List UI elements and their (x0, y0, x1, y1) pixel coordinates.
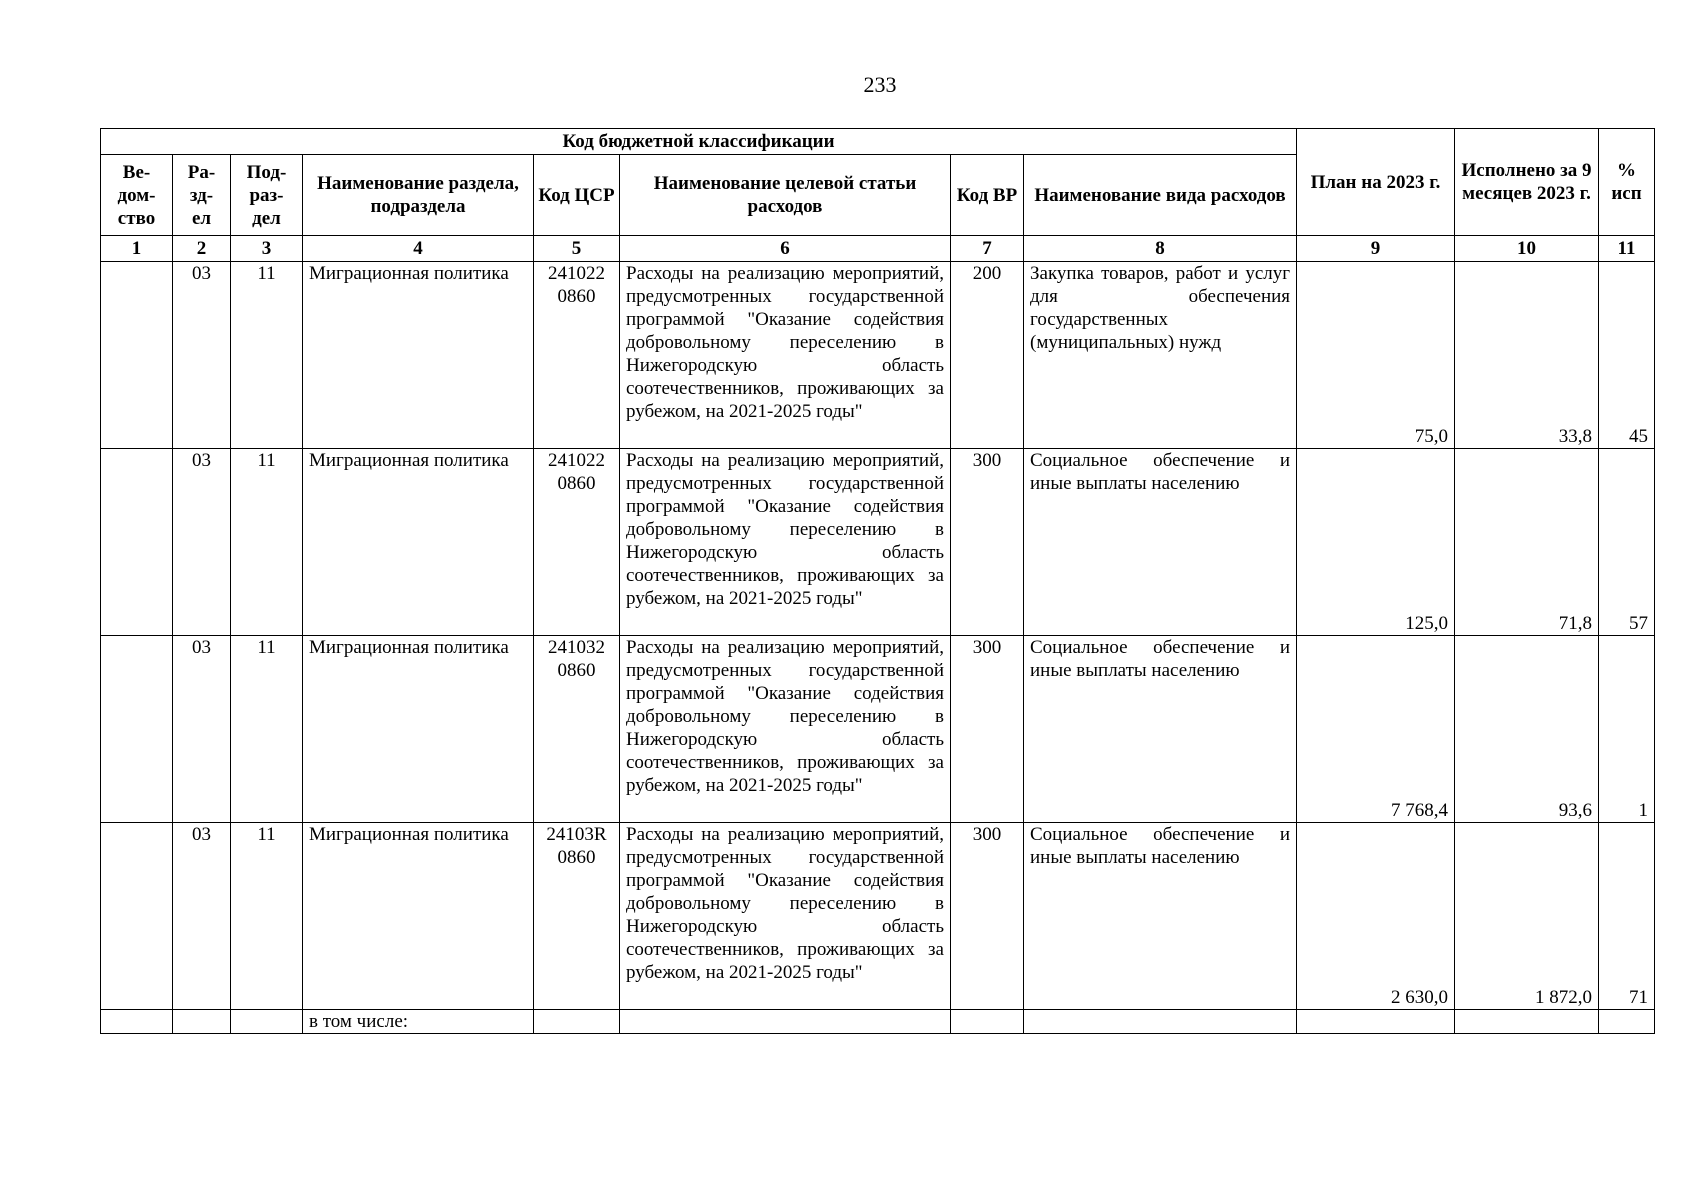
header-vedomstvo: Ве- дом- ство (101, 155, 173, 236)
table-row (101, 823, 1655, 1010)
csr-cell: 241032 0860 (534, 636, 620, 823)
percent-cell: 1 (1599, 636, 1655, 823)
plan-cell: 75,0 (1297, 262, 1455, 449)
column-number: 11 (1599, 236, 1655, 262)
section-name-cell: Миграционная политика (303, 262, 534, 449)
expense-type-cell: Социальное обеспечение и иные выплаты населению (1024, 636, 1297, 823)
budget-table (100, 128, 1655, 1034)
table-row (101, 449, 1655, 636)
empty-cell (620, 1010, 951, 1034)
column-number: 1 (101, 236, 173, 262)
header-section-name: Наименование раздела, подраздела (303, 155, 534, 236)
executed-cell: 71,8 (1455, 449, 1599, 636)
header-executed: Исполнено за 9 месяцев 2023 г. (1455, 129, 1599, 236)
table-row-including (101, 1010, 1655, 1034)
plan-cell: 125,0 (1297, 449, 1455, 636)
podrazdel-cell: 11 (231, 823, 303, 1010)
column-number: 8 (1024, 236, 1297, 262)
header-target-article: Наименование целевой статьи расходов (620, 155, 951, 236)
razdel-cell: 03 (173, 636, 231, 823)
column-number: 9 (1297, 236, 1455, 262)
header-razdel: Ра- зд- ел (173, 155, 231, 236)
header-expense-type: Наименование вида расходов (1024, 155, 1297, 236)
including-label: в том числе: (303, 1010, 534, 1034)
plan-cell: 7 768,4 (1297, 636, 1455, 823)
percent-cell: 45 (1599, 262, 1655, 449)
executed-cell: 33,8 (1455, 262, 1599, 449)
section-name-cell: Миграционная политика (303, 636, 534, 823)
vedomstvo-cell (101, 262, 173, 449)
podrazdel-cell: 11 (231, 636, 303, 823)
column-number: 4 (303, 236, 534, 262)
expense-type-cell: Социальное обеспечение и иные выплаты населению (1024, 449, 1297, 636)
header-vr: Код ВР (951, 155, 1024, 236)
column-number: 6 (620, 236, 951, 262)
csr-cell: 241022 0860 (534, 449, 620, 636)
table-row (101, 262, 1655, 449)
empty-cell (1455, 1010, 1599, 1034)
empty-cell (1599, 1010, 1655, 1034)
vedomstvo-cell (101, 636, 173, 823)
expense-type-cell: Социальное обеспечение и иные выплаты населению (1024, 823, 1297, 1010)
budget-classification-header: Код бюджетной классификации (101, 129, 1297, 155)
empty-cell (101, 1010, 173, 1034)
target-article-cell: Расходы на реализацию мероприятий, предусмотренных государственной программой "Оказание содействия добровольному переселению в Нижегородскую область соотечественников, проживающих за рубежом, на 2021-2025 годы" (620, 449, 951, 636)
empty-cell (231, 1010, 303, 1034)
percent-cell: 57 (1599, 449, 1655, 636)
target-article-cell: Расходы на реализацию мероприятий, предусмотренных государственной программой "Оказание содействия добровольному переселению в Нижегородскую область соотечественников, проживающих за рубежом, на 2021-2025 годы" (620, 262, 951, 449)
csr-cell: 241022 0860 (534, 262, 620, 449)
vr-cell: 300 (951, 449, 1024, 636)
page-number: 233 (863, 72, 897, 97)
vedomstvo-cell (101, 449, 173, 636)
section-name-cell: Миграционная политика (303, 449, 534, 636)
empty-cell (1297, 1010, 1455, 1034)
empty-cell (951, 1010, 1024, 1034)
razdel-cell: 03 (173, 449, 231, 636)
target-article-cell: Расходы на реализацию мероприятий, предусмотренных государственной программой "Оказание содействия добровольному переселению в Нижегородскую область соотечественников, проживающих за рубежом, на 2021-2025 годы" (620, 823, 951, 1010)
podrazdel-cell: 11 (231, 262, 303, 449)
column-number: 7 (951, 236, 1024, 262)
empty-cell (173, 1010, 231, 1034)
executed-cell: 93,6 (1455, 636, 1599, 823)
csr-cell: 24103R 0860 (534, 823, 620, 1010)
column-numbers-row (101, 236, 1655, 262)
column-number: 10 (1455, 236, 1599, 262)
plan-cell: 2 630,0 (1297, 823, 1455, 1010)
empty-cell (1024, 1010, 1297, 1034)
executed-cell: 1 872,0 (1455, 823, 1599, 1010)
header-csr: Код ЦСР (534, 155, 620, 236)
vr-cell: 300 (951, 636, 1024, 823)
section-name-cell: Миграционная политика (303, 823, 534, 1010)
vedomstvo-cell (101, 823, 173, 1010)
column-number: 2 (173, 236, 231, 262)
table-row (101, 636, 1655, 823)
razdel-cell: 03 (173, 262, 231, 449)
podrazdel-cell: 11 (231, 449, 303, 636)
header-podrazdel: Под- раз- дел (231, 155, 303, 236)
razdel-cell: 03 (173, 823, 231, 1010)
header-percent: % исп (1599, 129, 1655, 236)
header-plan: План на 2023 г. (1297, 129, 1455, 236)
column-number: 3 (231, 236, 303, 262)
vr-cell: 300 (951, 823, 1024, 1010)
target-article-cell: Расходы на реализацию мероприятий, предусмотренных государственной программой "Оказание содействия добровольному переселению в Нижегородскую область соотечественников, проживающих за рубежом, на 2021-2025 годы" (620, 636, 951, 823)
expense-type-cell: Закупка товаров, работ и услуг для обеспечения государственных (муниципальных) нужд (1024, 262, 1297, 449)
column-number: 5 (534, 236, 620, 262)
percent-cell: 71 (1599, 823, 1655, 1010)
empty-cell (534, 1010, 620, 1034)
vr-cell: 200 (951, 262, 1024, 449)
